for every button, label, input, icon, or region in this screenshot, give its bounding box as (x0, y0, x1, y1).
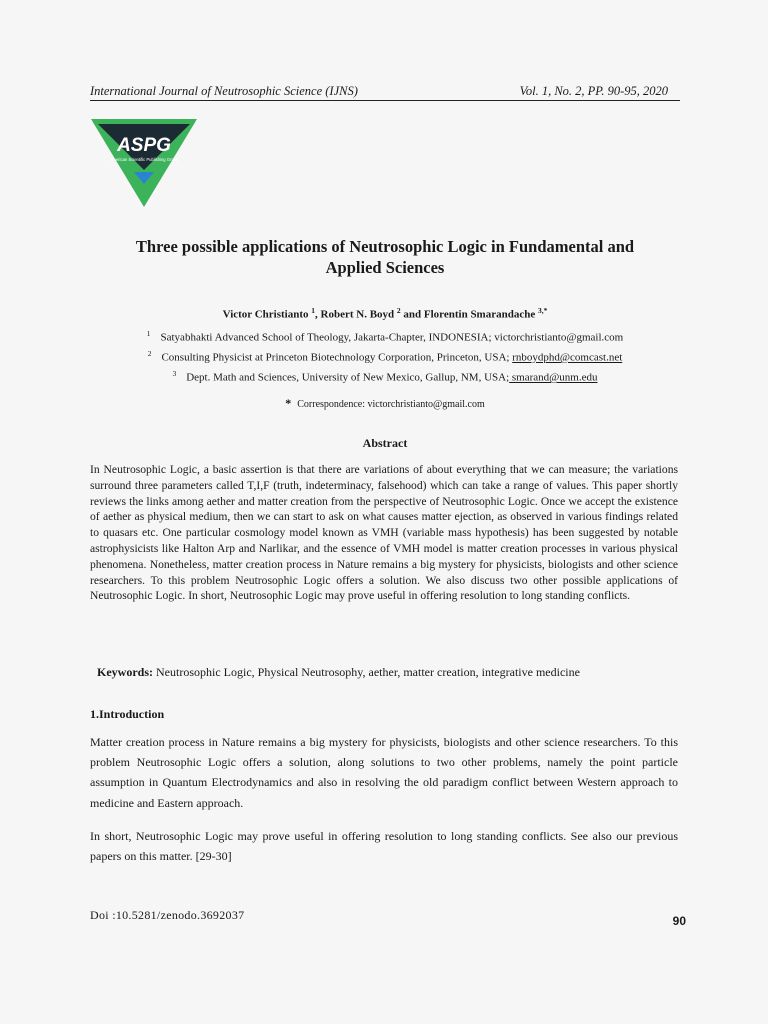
correspondence-email: Correspondence: victorchristianto@gmail.com (297, 399, 485, 410)
email-link-boyd[interactable]: rnboydphd@comcast.net (512, 351, 623, 364)
page-number: 90 (672, 914, 686, 928)
logo-subtitle: American Scientific Publishing Group (109, 157, 179, 162)
author-2-sup: 2 (396, 306, 401, 315)
author-1: Victor Christianto (222, 308, 312, 321)
title-line-1: Three possible applications of Neutrosophic Logic in Fundamental and (135, 237, 635, 256)
correspondence (90, 396, 680, 411)
volume-info: Vol. 1, No. 2, PP. 90-95, 2020 (519, 84, 668, 98)
aspg-logo (90, 118, 198, 208)
affiliations (90, 326, 680, 386)
author-3: and Florentin Smarandache (400, 308, 538, 321)
author-2: , Robert N. Boyd (315, 308, 397, 321)
logo-wordmark: ASPG (117, 135, 171, 156)
email-link-smarandache[interactable]: smarand@unm.edu (509, 371, 598, 384)
title-line-2: Applied Sciences (325, 258, 445, 277)
keywords-text: Neutrosophic Logic, Physical Neutrosophy, aether, matter creation, integrative medicine (153, 665, 580, 679)
author-1-sup: 1 (311, 306, 316, 315)
correspondence-star: * (285, 396, 292, 410)
author-3-sup: 3,* (537, 306, 548, 315)
running-header (90, 84, 680, 101)
affiliation-3: $^3$ Dept. Math and Sciences, University of New Mexico, Gallup, NM, USA; smarand@unm.edu (172, 369, 598, 384)
keywords (97, 664, 680, 680)
intro-paragraph-1: Matter creation process in Nature remains a big mystery for physicists, biologists and other science researchers. To this problem Neutrosophic Logic offers a solution, along solutions to two other problems, namely the point particle assumption in Quantum Electrodynamics and also in resolving the old paradigm conflict between Western approach to medicine and Eastern approach. (90, 735, 678, 810)
affiliation-1: $^1$ Satyabhakti Advanced School of Theology, Jakarta-Chapter, INDONESIA; victorchristianto@gmail.com (146, 329, 624, 344)
keywords-label: Keywords: (97, 665, 153, 679)
journal-name: International Journal of Neutrosophic Science (IJNS) (90, 84, 358, 98)
author-list (90, 304, 680, 322)
paper-title (90, 236, 680, 278)
abstract-text: In Neutrosophic Logic, a basic assertion is that there are variations of about everything that we can measure; the variations surround three parameters called T,I,F (truth, indeterminacy, falsehood) which can take a range of values. This paper shortly reviews the links among aether and matter creation from the perspective of Neutrosophic Logic. Once we accept the existence of aether as physical medium, then we can start to ask on what causes matter ejection, as observed in various findings related to quasars etc. One particular cosmology model known as VMH (variable mass hypothesis) has been suggested by notable astrophysicists like Halton Arp and Narlikar, and the essence of VMH model is matter creation processes in various physical phenomena. Nonetheless, matter creation process in Nature remains a big mystery for physicists, biologists and other science researchers. To this problem Neutrosophic Logic offers a solution. We also discuss two other possible applications of Neutrosophic Logic. In short, Neutrosophic Logic may prove useful in offering resolution to long standing conflicts. (90, 463, 678, 603)
abstract-heading: Abstract (362, 436, 408, 450)
section-heading-introduction: 1.Introduction (90, 707, 165, 721)
affiliation-2: $^2$ Consulting Physicist at Princeton Biotechnology Corporation, Princeton, USA; rnboydphd@comcast.net (147, 349, 623, 364)
intro-paragraph-2: In short, Neutrosophic Logic may prove useful in offering resolution to long standing conflicts. See also our previous papers on this matter. [29-30] (90, 829, 678, 864)
doi: Doi :10.5281/zenodo.3692037 (90, 908, 245, 922)
